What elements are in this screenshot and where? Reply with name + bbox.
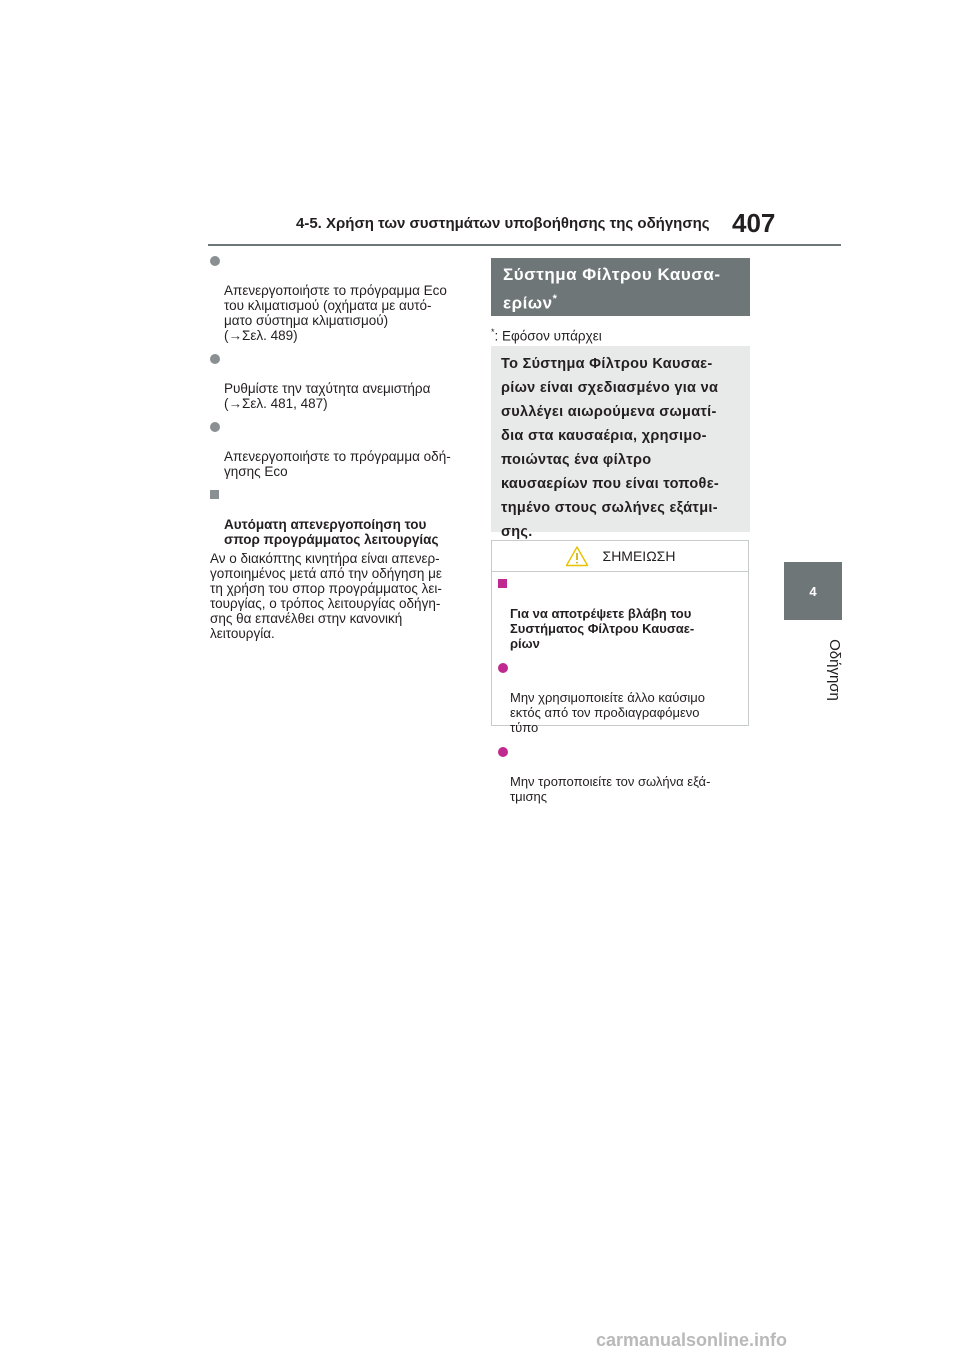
notice-box (491, 540, 749, 804)
left-column (210, 253, 472, 641)
subsection-heading (210, 487, 472, 547)
watermark: carmanualsonline.info (596, 1330, 788, 1350)
notice-heading-text: Για να αποτρέψετε βλάβη του Συστήματος Φίλτρου Καυσαε- ρίων (510, 606, 695, 651)
subsection-heading-text: Αυτόματη απενεργοποίηση του σπορ προγράμματος λειτουργίας (224, 517, 439, 547)
list-item (210, 419, 472, 479)
topic-title-box (491, 258, 750, 316)
bullet-dot-icon (210, 354, 220, 364)
notice-header (492, 541, 748, 572)
list-item (210, 253, 472, 343)
bullet-dot-icon (498, 747, 508, 757)
square-bullet-icon (210, 490, 219, 499)
list-item-text: Απενεργοποιήστε το πρόγραμμα οδή- γησης Eco (224, 449, 451, 479)
footnote-asterisk: * (491, 327, 495, 337)
footnote (491, 327, 602, 344)
topic-title (503, 262, 743, 316)
chapter-tab (784, 562, 842, 620)
footnote-text: : Εφόσον υπάρχει (494, 328, 602, 344)
notice-item (498, 660, 742, 735)
notice-label: ΣΗΜΕΙΩΣΗ (602, 548, 676, 564)
bullet-dot-icon (498, 663, 508, 673)
topic-title-text: Σύστημα Φίλτρου Καυσα- ερίων (503, 265, 721, 313)
notice-item (498, 744, 742, 804)
bullet-dot-icon (210, 422, 220, 432)
chapter-number: 4 (809, 583, 817, 599)
list-item-text: Ρυθμίστε την ταχύτητα ανεμιστήρα (→Σελ. 481, 487) (224, 381, 431, 411)
header-divider (208, 244, 841, 246)
notice-item-text: Μην χρησιμοποιείτε άλλο καύσιμο εκτός από τον προδιαγραφόμενο τύπο (510, 690, 705, 735)
square-bullet-icon (498, 579, 507, 588)
subsection-body: Αν ο διακόπτης κινητήρα είναι απενερ- γοποιημένος μετά από την οδήγηση με τη χρήση του σπορ προγράμματος λει- τουργίας, ο τρόπος λειτουργίας οδήγη- σης θα επανέλθει στην κανονική λειτουργία. (210, 551, 442, 641)
chapter-label: Οδήγηση (826, 639, 843, 701)
summary-text: Το Σύστημα Φίλτρου Καυσαε- ρίων είναι σχεδιασμένο για να συλλέγει αιωρούμενα σωματί- δια στα καυσαέρια, χρησιμο- ποιώντας ένα φίλτρο καυσαερίων που είναι τοποθε- τημένο στους σωλήνες εξάτμι- σης. (501, 356, 720, 540)
list-item-text: Απενεργοποιήστε το πρόγραμμα Eco του κλιματισμού (οχήματα με αυτό- ματο σύστημα κλιματισμού) (→Σελ. 489) (224, 283, 447, 343)
bullet-dot-icon (210, 256, 220, 266)
notice-heading (498, 576, 742, 651)
section-title: 4-5. Χρήση των συστημάτων υποβοήθησης της οδήγησης (296, 215, 710, 232)
page-number: 407 (732, 208, 776, 238)
warning-triangle-icon (565, 545, 589, 567)
topic-asterisk: * (552, 293, 558, 305)
notice-item-text: Μην τροποποιείτε τον σωλήνα εξά- τμισης (510, 774, 711, 804)
list-item (210, 351, 472, 411)
notice-body (492, 572, 748, 804)
summary-box (491, 346, 750, 540)
